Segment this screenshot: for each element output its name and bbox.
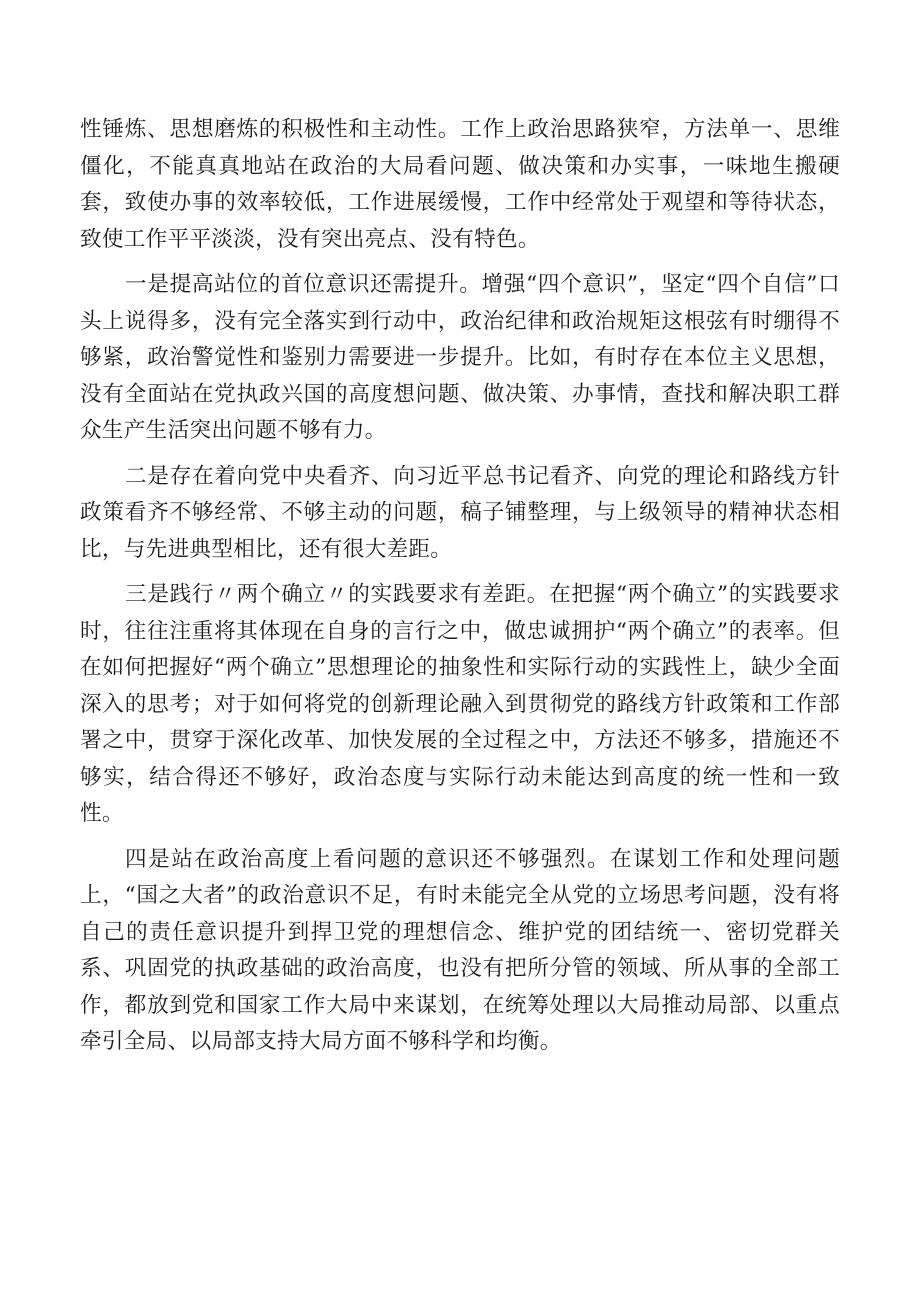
paragraph-point-three: 三是践行〃两个确立〃的实践要求有差距。在把握“两个确立”的实践要求时，往往注重将其体现在自身的言行之中，做忠诚拥护“两个确立”的表率。但在如何把握好“两个确立”思想理论的抽象性和实际行动的实践性上，缺少全面深入的思考；对于如何将党的创新理论融入到贯彻党的路线方针政策和工作部署之中，贯穿于深化改革、加快发展的全过程之中，方法还不够多，措施还不够实，结合得还不够好，政治态度与实际行动未能达到高度的统一性和一致性。 (80, 582, 840, 826)
paragraph-continuation: 性锤炼、思想磨炼的积极性和主动性。工作上政治思路狭窄，方法单一、思维僵化，不能真真地站在政治的大局看问题、做决策和办实事，一味地生搬硬套，致使办事的效率较低，工作进展缓慢，工作中经常处于观望和等待状态，致使工作平平淡淡，没有突出亮点、没有特色。 (80, 117, 840, 252)
paragraph-point-two: 二是存在着向党中央看齐、向习近平总书记看齐、向党的理论和路线方针政策看齐不够经常、不够主动的问题，稿子铺整理，与上级领导的精神状态相比，与先进典型相比，还有很大差距。 (80, 463, 840, 562)
paragraph-point-one: 一是提高站位的首位意识还需提升。增强“四个意识”，坚定“四个自信”口头上说得多，没有完全落实到行动中，政治纪律和政治规矩这根弦有时绷得不够紧，政治警觉性和鉴别力需要进一步提升。比如，有时存在本位主义思想，没有全面站在党执政兴国的高度想问题、做决策、办事情，查找和解决职工群众生产生活突出问题不够有力。 (80, 272, 840, 443)
document-body (80, 112, 840, 1070)
paragraph-point-four: 四是站在政治高度上看问题的意识还不够强烈。在谋划工作和处理问题上，“国之大者”的政治意识不足，有时未能完全从党的立场思考问题，没有将自己的责任意识提升到捍卫党的理想信念、维护党的团结统一、密切党群关系、巩固党的执政基础的政治高度，也没有把所分管的领域、所从事的全部工作，都放到党和国家工作大局中来谋划，在统筹处理以大局推动局部、以重点牵引全局、以局部支持大局方面不够科学和均衡。 (80, 846, 840, 1054)
